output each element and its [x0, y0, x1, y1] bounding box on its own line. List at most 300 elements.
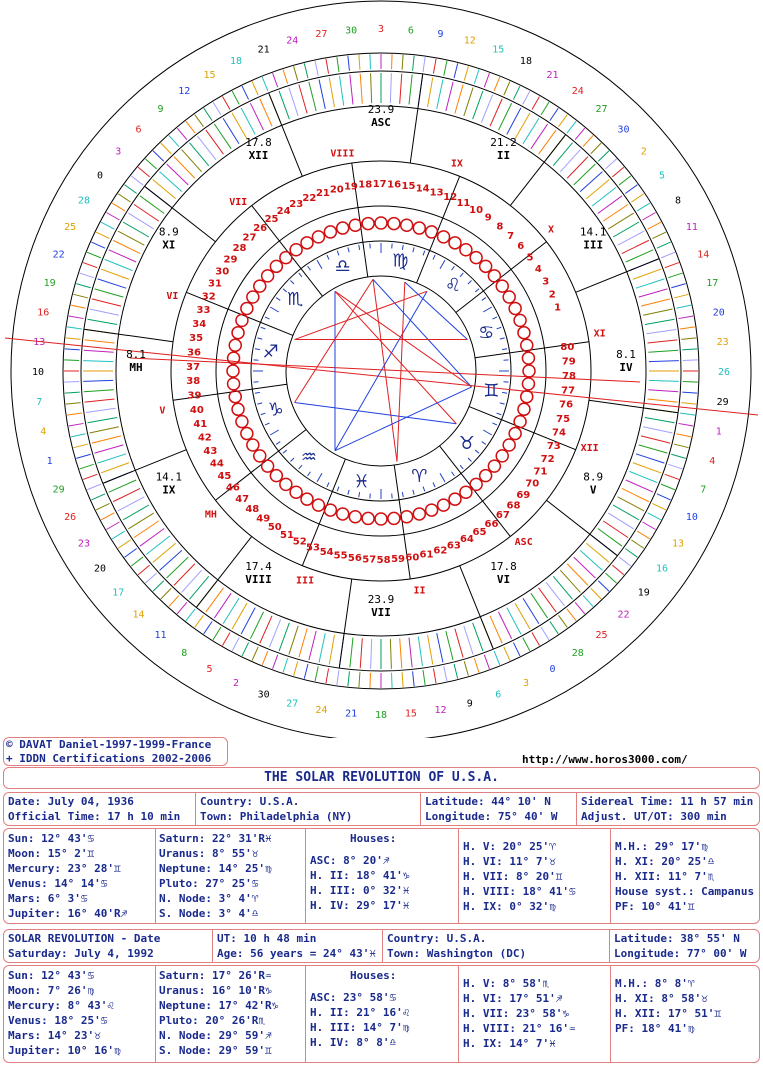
outer-number: 17 — [706, 278, 719, 290]
tick-mark — [671, 454, 685, 458]
planet-glyph-cell — [426, 504, 438, 516]
outer-number: 18 — [230, 56, 243, 68]
house-position: H. IV: 29° 17'♓ — [310, 899, 410, 912]
planet-glyph-cell — [401, 511, 413, 523]
tick-mark — [66, 403, 81, 405]
tick-mark — [622, 488, 649, 501]
tick-mark — [67, 413, 82, 415]
revolution-houses-col2 — [463, 976, 576, 1051]
house-line — [269, 93, 303, 176]
revolution-header — [3, 929, 760, 963]
planet-glyph-cell — [480, 470, 492, 482]
outer-number: 25 — [64, 222, 77, 234]
tick-mark — [186, 121, 195, 133]
house-degree: 17.8 — [490, 560, 517, 574]
tick-mark — [681, 338, 696, 340]
tick-mark — [661, 252, 675, 258]
planet-glyph-cell — [413, 508, 425, 520]
planet-glyph-cell — [270, 260, 282, 272]
tick-mark — [560, 570, 580, 592]
tick-mark — [618, 231, 644, 245]
planet-glyph-cell — [241, 428, 253, 440]
tick-mark — [649, 380, 679, 381]
degree-number: 55 — [333, 550, 348, 562]
outer-number: 29 — [716, 396, 729, 408]
house-label: MH — [129, 361, 143, 374]
tick-mark — [681, 403, 696, 405]
degree-number: 6 — [517, 241, 525, 253]
planet-glyph-cell — [349, 219, 361, 231]
inner-tick — [255, 392, 260, 393]
tick-mark — [490, 99, 502, 126]
tick-mark — [464, 88, 473, 117]
tick-mark — [444, 61, 447, 76]
outer-number: 24 — [286, 35, 299, 47]
degree-number: 61 — [419, 549, 434, 561]
degree-number: 42 — [197, 432, 212, 444]
degree-number: 21 — [315, 188, 330, 200]
tick-mark — [69, 316, 84, 319]
tick-mark — [319, 633, 325, 662]
tick-mark — [329, 635, 334, 665]
degree-number: 73 — [546, 441, 561, 453]
page-title: THE SOLAR REVOLUTION OF U.S.A. — [3, 767, 760, 789]
house-label: ASC — [371, 116, 391, 129]
inner-tick — [500, 403, 505, 404]
natal-planets-col1 — [8, 831, 127, 921]
degree-number: 24 — [276, 206, 291, 218]
tick-mark — [591, 143, 601, 154]
planet-glyph-cell — [521, 339, 533, 351]
degree-number: 65 — [472, 527, 487, 539]
planet-glyph-cell — [480, 260, 492, 272]
tick-mark — [444, 666, 447, 681]
planet-glyph-cell — [496, 450, 508, 462]
tick-mark — [639, 445, 668, 453]
planet-glyph-cell — [496, 280, 508, 292]
tick-mark — [400, 74, 402, 104]
revolution-planets-col2 — [159, 968, 278, 1058]
tick-mark — [242, 642, 249, 655]
tick-mark — [160, 172, 182, 192]
tick-mark — [195, 615, 204, 627]
tick-mark — [71, 305, 86, 308]
tick-mark — [567, 609, 576, 621]
tick-mark — [498, 103, 511, 130]
planet-glyph-cell — [413, 222, 425, 234]
house-position: ASC: 23° 58'♋ — [310, 991, 397, 1004]
tick-mark — [464, 661, 468, 675]
planet-position: Sun: 12° 43'♋ — [8, 832, 95, 845]
tick-mark — [315, 61, 318, 76]
inner-tick — [327, 255, 329, 260]
tick-mark — [683, 382, 698, 383]
tick-mark — [574, 557, 596, 578]
tick-mark — [76, 454, 90, 458]
tick-mark — [131, 557, 143, 566]
inner-tick — [483, 307, 492, 312]
tick-mark — [348, 671, 350, 686]
degree-number: 49 — [256, 513, 271, 525]
tick-mark — [618, 497, 644, 511]
planet-glyph-cell — [449, 237, 461, 249]
outer-number: 19 — [637, 587, 650, 599]
planet-glyph-cell — [312, 231, 324, 243]
tick-mark — [95, 445, 124, 453]
tick-mark — [153, 151, 164, 161]
tick-mark — [674, 294, 689, 298]
tick-mark — [87, 252, 101, 258]
tick-mark — [580, 550, 602, 570]
planet-glyph-cell — [254, 280, 266, 292]
tick-mark — [223, 633, 231, 646]
tick-mark — [567, 564, 588, 586]
degree-number: 53 — [306, 542, 320, 554]
copyright-line2: + IDDN Certifications 2002-2006 — [6, 752, 212, 765]
planet-glyph-cell — [518, 403, 530, 415]
planet-glyph-cell — [470, 478, 482, 490]
tick-mark — [177, 602, 187, 613]
inner-house-label: IX — [450, 158, 463, 170]
house-label: IX — [162, 483, 176, 497]
house-position: H. XII: 11° 7'♏ — [615, 870, 715, 883]
tick-mark — [340, 76, 344, 106]
natal-adjust: Adjust. UT/OT: 300 min — [581, 810, 727, 823]
degree-number: 39 — [187, 390, 202, 402]
revolution-houses-col3 — [615, 976, 721, 1036]
inner-tick — [290, 458, 294, 462]
tick-mark — [273, 655, 278, 669]
tick-mark — [515, 113, 530, 139]
inner-house-label: XII — [580, 442, 599, 454]
inner-tick — [276, 442, 280, 445]
tick-mark — [682, 392, 697, 393]
tick-mark — [348, 56, 350, 71]
inner-tick — [317, 260, 322, 269]
house-position: PF: 10° 41'♊ — [615, 900, 695, 913]
tick-mark — [473, 91, 483, 119]
tick-mark — [160, 550, 182, 570]
house-position: H. II: 18° 41'♑ — [310, 869, 410, 882]
outer-number: 21 — [546, 69, 559, 81]
tick-mark — [625, 185, 637, 194]
tick-mark — [631, 540, 643, 548]
planet-position: Saturn: 17° 26'R♒ — [159, 969, 272, 982]
outer-number: 12 — [463, 35, 476, 47]
planet-position: Mercury: 23° 28'♊ — [8, 862, 121, 875]
tick-mark — [446, 631, 453, 660]
tick-mark — [680, 413, 695, 415]
tick-mark — [680, 327, 695, 329]
inner-house-label: V — [159, 405, 166, 417]
tick-mark — [636, 279, 665, 288]
natal-longitude: Longitude: 75° 40' W — [425, 810, 558, 823]
tick-mark — [567, 157, 588, 179]
planet-glyph-cell — [460, 244, 472, 256]
tick-mark — [625, 549, 637, 558]
house-label: VIII — [245, 573, 272, 587]
outer-number: 0 — [549, 664, 556, 676]
tick-mark — [370, 673, 371, 688]
tick-mark — [575, 602, 585, 613]
inner-tick — [270, 307, 279, 312]
tick-mark — [299, 85, 307, 114]
outer-number: 1 — [715, 426, 722, 438]
tick-mark — [360, 74, 362, 104]
zodiac-sign: ♎ — [334, 255, 351, 277]
degree-number: 43 — [203, 445, 218, 457]
tick-mark — [113, 488, 140, 501]
tick-mark — [671, 284, 685, 288]
inner-tick — [502, 349, 507, 350]
degree-number: 35 — [189, 333, 204, 345]
planet-glyph-cell — [488, 270, 500, 282]
house-position: H. VII: 8° 20'♊ — [463, 870, 563, 883]
tick-mark — [241, 108, 255, 134]
tick-mark — [668, 464, 682, 469]
tick-mark — [423, 670, 425, 685]
planet-position: Uranus: 8° 55'♉ — [159, 847, 259, 860]
tick-mark — [105, 259, 133, 270]
tick-mark — [83, 474, 97, 479]
outer-number: 9 — [437, 29, 444, 41]
tick-mark — [283, 658, 288, 672]
house-label: VII — [371, 606, 391, 619]
tick-mark — [299, 629, 307, 658]
tick-mark — [631, 194, 643, 202]
tick-mark — [73, 294, 88, 298]
tick-mark — [648, 390, 678, 392]
tick-mark — [118, 540, 130, 548]
house-line-inner — [252, 206, 323, 297]
tick-mark — [109, 250, 136, 262]
inner-house-label: III — [296, 575, 315, 587]
inner-tick — [492, 317, 497, 319]
tick-mark — [145, 159, 156, 169]
planet-glyph-cell — [227, 365, 239, 377]
tick-mark — [90, 309, 119, 315]
planet-glyph-cell — [449, 493, 461, 505]
tick-mark — [633, 463, 661, 473]
planet-position: Neptune: 17° 42'R♑ — [159, 999, 279, 1012]
tick-mark — [65, 349, 80, 350]
house-position: H. XII: 17° 51'♊ — [615, 1007, 721, 1020]
tick-mark — [645, 319, 675, 324]
inner-tick — [468, 458, 472, 462]
tick-mark — [84, 350, 114, 352]
outer-number: 28 — [571, 647, 584, 659]
degree-number: 45 — [217, 471, 232, 483]
inner-tick — [265, 317, 270, 319]
inner-house-label: X — [548, 224, 555, 236]
house-label: XII — [248, 148, 269, 162]
degree-number: 48 — [245, 504, 260, 516]
planet-glyph-cell — [401, 219, 413, 231]
tick-mark — [437, 80, 443, 109]
tick-mark — [643, 522, 656, 530]
degree-number: 23 — [289, 199, 304, 211]
planet-glyph-cell — [228, 352, 240, 364]
tick-mark — [648, 222, 661, 229]
tick-mark — [304, 664, 308, 679]
tick-mark — [213, 627, 221, 640]
tick-mark — [167, 557, 189, 578]
planet-position: Venus: 18° 25'♋ — [8, 1014, 108, 1027]
house-position: H. VII: 23° 58'♑ — [463, 1007, 569, 1020]
tick-mark — [66, 338, 81, 340]
tick-mark — [626, 480, 653, 492]
tick-mark — [125, 185, 137, 194]
inner-tick — [359, 245, 360, 250]
house-position: H. VIII: 21° 16'♒ — [463, 1022, 576, 1035]
inner-tick — [460, 465, 463, 469]
outer-number: 15 — [492, 44, 505, 56]
tick-mark — [101, 222, 114, 229]
house-line — [196, 536, 251, 607]
degree-number: 66 — [484, 519, 499, 531]
tick-mark — [279, 623, 289, 651]
tick-mark — [455, 629, 463, 658]
tick-mark — [678, 423, 693, 426]
house-line — [576, 259, 659, 293]
outer-number: 24 — [315, 704, 328, 716]
planet-glyph-cell — [324, 504, 336, 516]
tick-mark — [101, 463, 129, 473]
degree-numbers — [186, 179, 576, 566]
house-position: H. V: 8° 58'♏ — [463, 977, 550, 990]
outer-number: 9 — [157, 104, 164, 116]
tick-mark — [326, 59, 329, 74]
tick-mark — [484, 655, 489, 669]
house-line-inner — [439, 446, 510, 537]
tick-mark — [269, 619, 280, 647]
planet-position: S. Node: 29° 59'♊ — [159, 1044, 272, 1057]
degree-number: 72 — [540, 454, 555, 466]
inner-tick — [482, 298, 486, 301]
house-degree: 14.1 — [155, 470, 183, 484]
tick-mark — [683, 360, 698, 361]
degree-number: 74 — [552, 427, 566, 439]
tick-mark — [400, 638, 402, 668]
tick-mark — [464, 626, 473, 655]
tick-mark — [507, 108, 521, 134]
tick-mark — [605, 159, 616, 169]
tick-mark — [83, 263, 97, 268]
tick-mark — [392, 54, 393, 69]
tick-mark — [289, 626, 298, 655]
house-degree: 8.1 — [616, 348, 636, 361]
tick-mark — [619, 557, 631, 566]
degree-number: 75 — [556, 413, 571, 425]
outer-number: 30 — [345, 25, 358, 37]
degree-number: 36 — [187, 347, 201, 359]
planet-position: Moon: 7° 26'♍ — [8, 984, 95, 997]
tick-mark — [646, 330, 676, 334]
website-link[interactable]: http://www.horos3000.com/ — [522, 753, 688, 766]
inner-house-label: VI — [166, 291, 179, 303]
tick-mark — [252, 647, 258, 661]
tick-mark — [112, 531, 125, 539]
inner-tick — [317, 473, 322, 482]
planet-position: Sun: 12° 43'♋ — [8, 969, 95, 982]
tick-mark — [174, 157, 195, 179]
tick-mark — [213, 102, 221, 115]
outer-number: 27 — [315, 29, 328, 41]
inner-tick — [483, 430, 492, 435]
revolution-ut: UT: 10 h 48 min — [217, 932, 317, 945]
degree-number: 51 — [280, 529, 294, 541]
natal-town: Town: Philadelphia (NY) — [200, 810, 353, 823]
tick-mark — [109, 480, 136, 492]
tick-mark — [80, 464, 94, 469]
tick-mark — [262, 651, 268, 665]
degree-number: 15 — [401, 181, 416, 193]
outer-number: 30 — [617, 124, 630, 136]
tick-mark — [490, 616, 502, 643]
tick-mark — [674, 444, 689, 448]
tick-mark — [131, 176, 143, 185]
tick-mark — [641, 436, 670, 443]
tick-mark — [118, 194, 130, 202]
tick-mark — [454, 63, 458, 78]
tick-mark — [118, 231, 144, 245]
natal-houses-title: Houses: — [350, 832, 397, 845]
tick-mark — [428, 78, 433, 108]
degree-number: 16 — [387, 179, 402, 191]
planet-position: Neptune: 14° 25'♍ — [159, 862, 272, 875]
house-label: XI — [162, 238, 176, 252]
tick-mark — [532, 633, 540, 646]
tick-mark — [464, 66, 468, 80]
degree-number: 2 — [548, 289, 556, 301]
tick-mark — [186, 609, 195, 621]
planet-glyph-cell — [236, 416, 248, 428]
inner-tick — [482, 442, 486, 445]
outer-number: 29 — [52, 484, 65, 496]
tick-mark — [409, 75, 412, 105]
inner-tick — [500, 338, 505, 339]
natal-planets-col2 — [159, 831, 272, 921]
degree-number: 54 — [319, 546, 334, 558]
tick-mark — [498, 612, 511, 639]
planet-glyph-cell — [362, 512, 374, 524]
tick-mark — [279, 91, 289, 119]
tick-mark — [169, 135, 179, 146]
degree-number: 10 — [469, 204, 484, 216]
outer-number: 27 — [286, 698, 299, 710]
tick-mark — [350, 638, 353, 668]
tick-mark — [145, 573, 156, 583]
degree-number: 13 — [429, 187, 444, 199]
tick-mark — [123, 505, 149, 520]
tick-mark — [598, 581, 609, 591]
planet-glyph-cell — [228, 378, 240, 390]
degree-number: 27 — [242, 232, 257, 244]
planet-position: Moon: 15° 2'♊ — [8, 847, 95, 860]
outer-number: 22 — [617, 609, 630, 621]
outer-number: 9 — [466, 698, 473, 710]
tick-mark — [232, 91, 239, 104]
tick-mark — [83, 380, 113, 381]
tick-mark — [64, 360, 79, 361]
inner-tick — [468, 280, 472, 284]
natal-houses-col3 — [615, 839, 754, 914]
tick-mark — [223, 96, 231, 109]
tick-mark — [645, 418, 675, 423]
inner-tick — [433, 482, 435, 487]
tick-mark — [574, 164, 596, 185]
planet-glyph-cell — [438, 231, 450, 243]
